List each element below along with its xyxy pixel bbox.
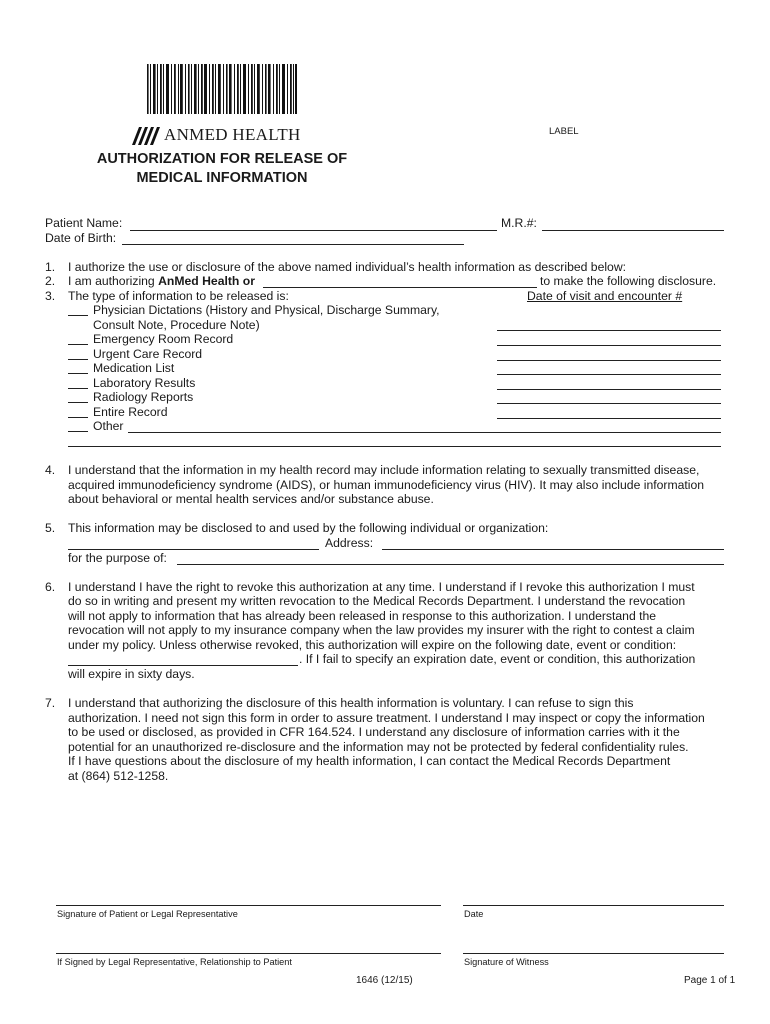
date-field-urgent-care[interactable] (497, 360, 721, 361)
item-urgent-care: Urgent Care Record (93, 347, 203, 361)
section6-number: 6. (45, 580, 56, 594)
witness-signature-field[interactable] (463, 953, 724, 954)
anmed-logo-mark-icon (132, 127, 162, 145)
section2-brand: AnMed Health or (158, 274, 255, 288)
section7-line2: authorization. I need not sign this form in order to assure treatment. I understand I may inspect or copy the information (68, 711, 705, 725)
section7-line6: at (864) 512-1258. (68, 769, 169, 783)
item-emergency-room: Emergency Room Record (93, 332, 234, 346)
expiration-field[interactable] (68, 665, 298, 666)
address-label: Address: (325, 536, 374, 550)
purpose-field[interactable] (177, 564, 724, 565)
form-number: 1646 (12/15) (356, 975, 413, 986)
section2-number: 2. (45, 274, 56, 288)
checkbox-entire-record[interactable] (68, 417, 88, 418)
section4-number: 4. (45, 463, 56, 477)
checkbox-urgent-care[interactable] (68, 359, 88, 360)
section3-text: The type of information to be released is: (68, 289, 289, 303)
section5-text: This information may be disclosed to and used by the following individual or organization: (68, 521, 549, 535)
section7-line5: If I have questions about the disclosure of my health information, I can contact the Medical Records Department (68, 754, 671, 768)
section5-number: 5. (45, 521, 56, 535)
section1-number: 1. (45, 260, 56, 274)
patient-signature-field[interactable] (56, 905, 441, 906)
patient-signature-label: Signature of Patient or Legal Representative (57, 909, 238, 919)
label-placeholder: LABEL (549, 126, 579, 137)
section2-post: to make the following disclosure. (540, 274, 717, 288)
dob-field[interactable] (122, 244, 464, 245)
date-field-radiology-reports[interactable] (497, 403, 721, 404)
section2-text (68, 274, 255, 289)
section7-line1: I understand that authorizing the disclosure of this health information is voluntary. I can refuse to sign this (68, 696, 634, 710)
item-entire-record: Entire Record (93, 405, 168, 419)
section4-line2: acquired immunodeficiency syndrome (AIDS), or human immunodeficiency virus (HIV). It may also include information (68, 478, 705, 492)
section6-line2: do so in writing and present my written revocation to the Medical Records Department. I understand the revocation (68, 594, 686, 608)
witness-signature-label: Signature of Witness (464, 957, 549, 967)
other-description-field[interactable] (128, 432, 721, 433)
item-physician-dictations-cont: Consult Note, Procedure Note) (93, 318, 260, 332)
relationship-field[interactable] (56, 953, 441, 954)
patient-name-field[interactable] (130, 230, 497, 231)
section6-after-blank: . If I fail to specify an expiration date, event or condition, this authorization (299, 652, 696, 666)
checkbox-physician-dictations[interactable] (68, 315, 88, 316)
disclosing-party-field[interactable] (263, 287, 537, 288)
section1-text: I authorize the use or disclosure of the above named individual’s health information as described below: (68, 260, 627, 274)
section6-last: will expire in sixty days. (68, 667, 195, 681)
form-title-line1: AUTHORIZATION FOR RELEASE OF (96, 151, 348, 167)
section7-number: 7. (45, 696, 56, 710)
date-field-emergency-room[interactable] (497, 345, 721, 346)
date-visit-header: Date of visit and encounter # (527, 289, 683, 303)
date-signature-field[interactable] (463, 905, 724, 906)
checkbox-medication-list[interactable] (68, 373, 88, 374)
section6-line5: under my policy. Unless otherwise revoked, this authorization will expire on the following date, event or condition: (68, 638, 677, 652)
date-field-medication-list[interactable] (497, 374, 721, 375)
section6-line3: will not apply to information that has already been released in response to this authorization. I understand the (68, 609, 657, 623)
checkbox-laboratory-results[interactable] (68, 388, 88, 389)
date-field-entire-record[interactable] (497, 418, 721, 419)
section4-line1: I understand that the information in my health record may include information relating to sexually transmitted disease, (68, 463, 700, 477)
mr-number-field[interactable] (542, 230, 724, 231)
dob-label: Date of Birth: (45, 231, 117, 245)
recipient-address-field[interactable] (382, 549, 724, 550)
recipient-name-field[interactable] (68, 549, 319, 550)
item-radiology-reports: Radiology Reports (93, 390, 194, 404)
section3-number: 3. (45, 289, 56, 303)
item-laboratory-results: Laboratory Results (93, 376, 196, 390)
item-physician-dictations: Physician Dictations (History and Physical, Discharge Summary, (93, 303, 440, 317)
patient-name-label: Patient Name: (45, 216, 123, 230)
section2-pre: I am authorizing (68, 274, 159, 288)
item-medication-list: Medication List (93, 361, 175, 375)
item-other: Other (93, 419, 124, 433)
logo-text: ANMED HEALTH (164, 125, 301, 144)
checkbox-other[interactable] (68, 431, 88, 432)
barcode (147, 64, 297, 119)
section7-line4: potential for an unauthorized re-disclosure and the information may not be protected by federal confidentiality rules. (68, 740, 689, 754)
section6-line4: revocation will not apply to my insurance company when the law provides my insurer with the right to contest a claim (68, 623, 695, 637)
purpose-label: for the purpose of: (68, 551, 167, 565)
mr-label: M.R.#: (501, 216, 537, 230)
date-field-physician-dictations[interactable] (497, 330, 721, 331)
checkbox-radiology-reports[interactable] (68, 402, 88, 403)
other-description-field-2[interactable] (68, 446, 721, 447)
section6-line1: I understand I have the right to revoke this authorization at any time. I understand if I revoke this authorization I must (68, 580, 695, 594)
date-signature-label: Date (464, 909, 484, 919)
checkbox-emergency-room[interactable] (68, 344, 88, 345)
date-field-laboratory-results[interactable] (497, 389, 721, 390)
form-title-line2: MEDICAL INFORMATION (136, 170, 308, 186)
section4-line3: about behavioral or mental health services and/or substance abuse. (68, 492, 434, 506)
page-number: Page 1 of 1 (684, 975, 736, 986)
relationship-label: If Signed by Legal Representative, Relationship to Patient (57, 957, 292, 967)
section7-line3: to be used or disclosed, as provided in CFR 164.524. I understand any disclosure of information carries with it the (68, 725, 680, 739)
